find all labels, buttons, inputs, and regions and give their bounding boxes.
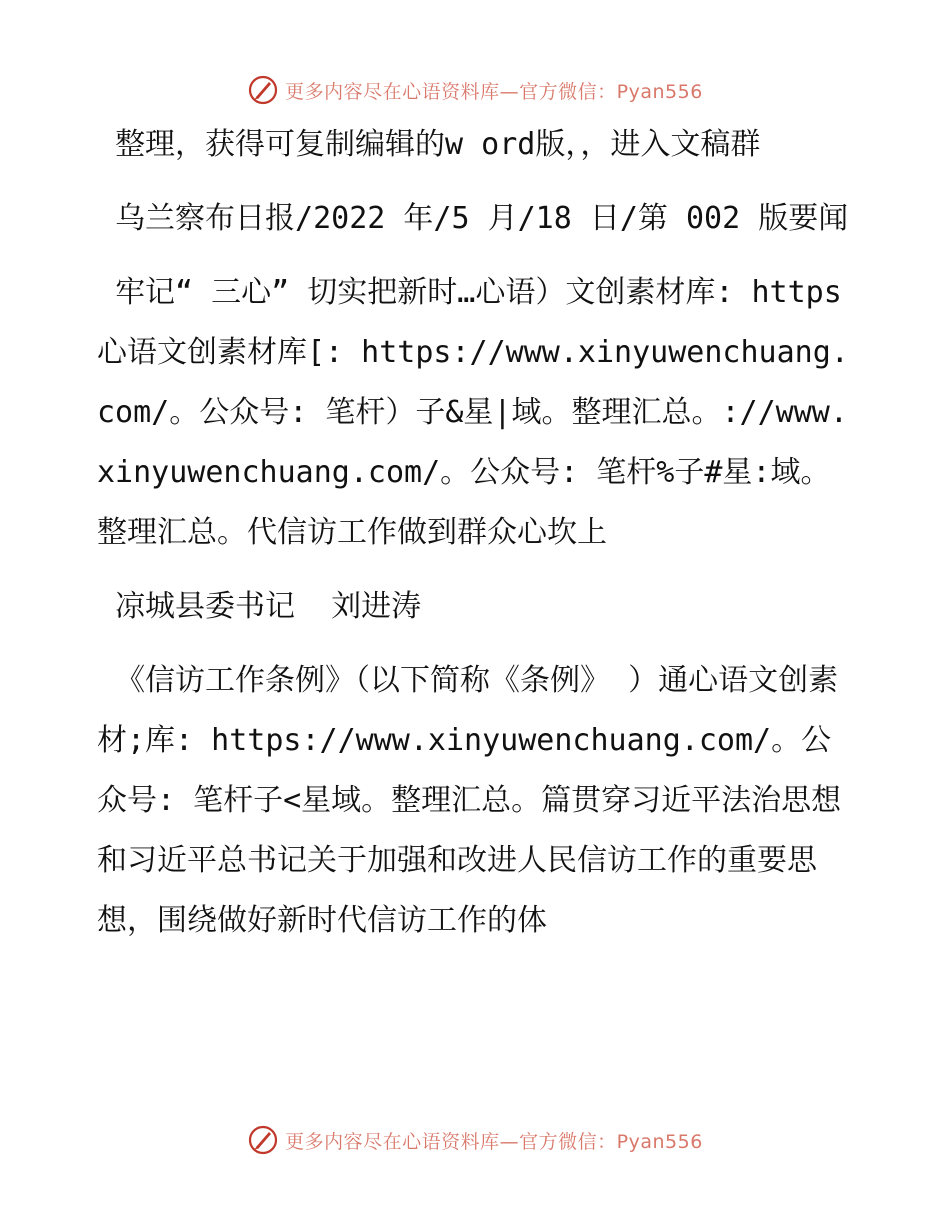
paragraph-body: 《信访工作条例》（以下简称《条例》 ）通心语文创素材;库: https://www.xinyuwenchuang.com/。公众号: 笔杆子<星域。整理汇总。篇贯穿习近平法治思想和习近平总书记关于加强和改进人民信访工作的重要思想，围绕做好新时代信访工作的体 <box>97 663 842 938</box>
header-banner-text: 更多内容尽在心语资料库—官方微信：Pyan556 <box>285 80 703 103</box>
footer-banner-inner <box>247 1124 703 1156</box>
footer-banner-text: 更多内容尽在心语资料库—官方微信：Pyan556 <box>285 1130 703 1153</box>
quill-seal-icon <box>247 1124 279 1156</box>
quill-seal-icon <box>247 74 279 106</box>
document-body <box>97 115 857 965</box>
header-banner-inner <box>247 74 703 106</box>
paragraph-source: 乌兰察布日报/2022 年/5 月/18 日/第 002 版要闻 <box>97 201 849 236</box>
footer-banner <box>0 1120 950 1160</box>
paragraph-headline: 牢记“ 三心” 切实把新时…心语）文创素材库: https心语文创素材库[: https://www.xinyuwenchuang.com/。公众号: 笔杆）子&星|域。整理汇总。://www.xinyuwenchuang.com/。公众号: 笔杆%子#星:域。整理汇总。代信访工作做到群众心坎上 <box>97 275 849 550</box>
header-banner <box>0 70 950 110</box>
paragraph-intro: 整理，获得可复制编辑的w ord版，，进入文稿群 <box>97 127 761 162</box>
paragraph-author: 凉城县委书记 刘进涛 <box>97 589 422 624</box>
